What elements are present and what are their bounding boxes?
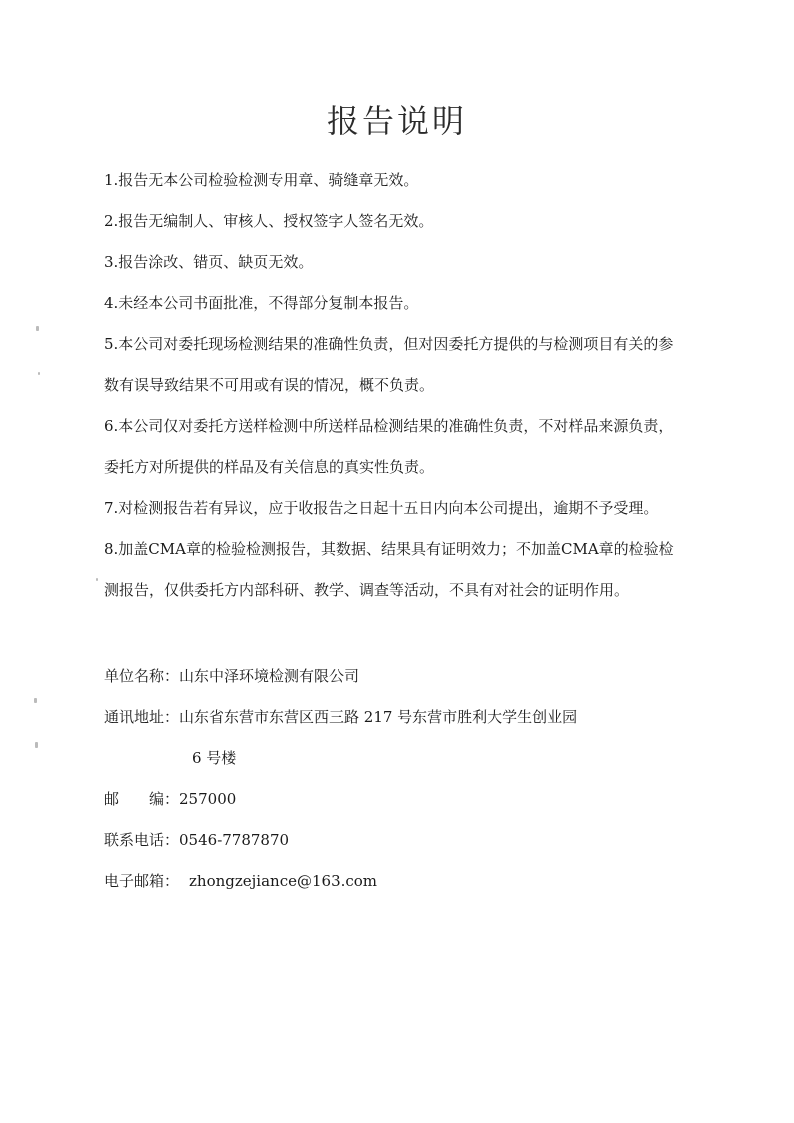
scan-speck	[96, 578, 98, 581]
note-line: 数有误导致结果不可用或有误的情况，概不负责。	[104, 376, 435, 394]
contact-info	[104, 656, 704, 902]
note-line: 3.报告涂改、错页、缺页无效。	[104, 253, 314, 271]
postcode-label: 邮 编：	[104, 790, 180, 808]
note-line: 8.加盖CMA章的检验检测报告，其数据、结果具有证明效力；不加盖CMA章的检验检	[104, 540, 674, 558]
address-value: 山东省东营市东营区西三路 217 号东营市胜利大学生创业园	[179, 708, 578, 726]
note-line: 委托方对所提供的样品及有关信息的真实性负责。	[104, 458, 435, 476]
address-continuation: 6 号楼	[192, 749, 237, 767]
note-line: 2.报告无编制人、审核人、授权签字人签名无效。	[104, 212, 434, 230]
note-line: 6.本公司仅对委托方送样检测中所送样品检测结果的准确性负责，不对样品来源负责，	[104, 417, 674, 435]
email-row	[104, 861, 704, 902]
email-value: zhongzejiance@163.com	[189, 872, 378, 890]
note-line: 1.报告无本公司检验检测专用章、骑缝章无效。	[104, 171, 419, 189]
note-line: 4.未经本公司书面批准，不得部分复制本报告。	[104, 294, 419, 312]
phone-label: 联系电话：	[104, 831, 180, 849]
postcode-row	[104, 779, 704, 820]
email-label: 电子邮箱：	[104, 872, 180, 890]
scan-speck	[38, 372, 40, 375]
note-line: 5.本公司对委托现场检测结果的准确性负责，但对因委托方提供的与检测项目有关的参	[104, 335, 674, 353]
address-label: 通讯地址：	[104, 708, 180, 726]
phone-row	[104, 820, 704, 861]
report-notes	[104, 160, 704, 611]
phone-value: 0546-7787870	[179, 831, 290, 849]
scan-speck	[36, 326, 39, 331]
address-row	[104, 697, 704, 738]
page-title: 报告说明	[326, 102, 467, 140]
note-line: 测报告，仅供委托方内部科研、教学、调查等活动，不具有对社会的证明作用。	[104, 581, 630, 599]
scan-speck	[34, 698, 37, 703]
company-label: 单位名称：	[104, 667, 180, 685]
note-line: 7.对检测报告若有异议，应于收报告之日起十五日内向本公司提出，逾期不予受理。	[104, 499, 659, 517]
scan-speck	[35, 742, 38, 748]
company-row	[104, 656, 704, 697]
company-value: 山东中泽环境检测有限公司	[179, 667, 360, 685]
postcode-value: 257000	[179, 790, 237, 808]
